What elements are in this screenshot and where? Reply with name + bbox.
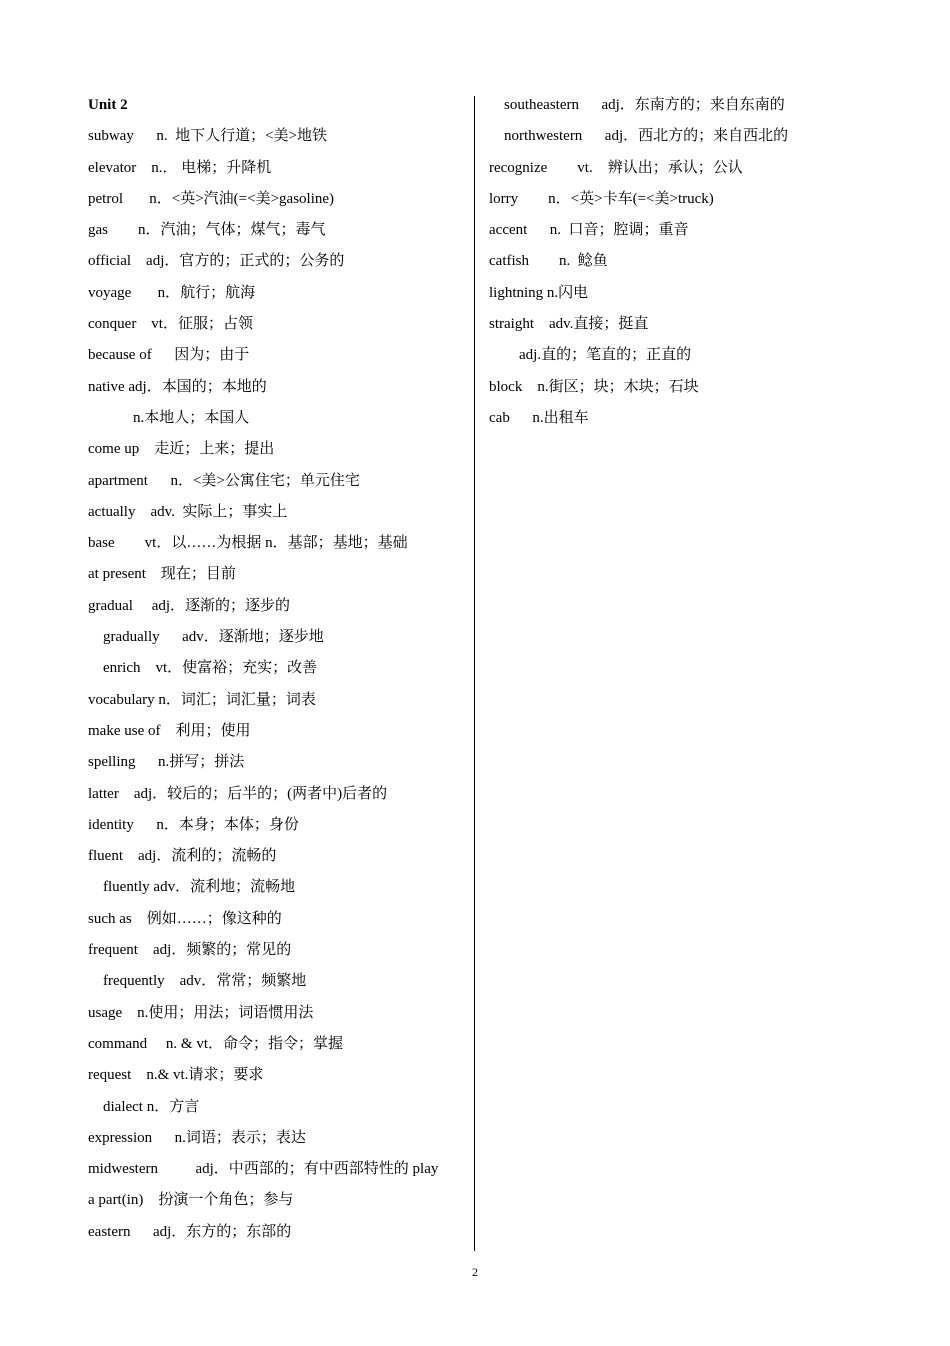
left-vocab-entry: come up 走近；上来；提出 [88,441,275,458]
left-vocab-entry: spelling n.拼写；拼法 [88,754,245,771]
page-number: 2 [472,1265,478,1279]
left-vocab-entry: command n. & vt．命令；指令；掌握 [88,1035,343,1052]
left-vocab-entry: conquer vt．征服；占领 [88,316,253,333]
left-vocab-entry: base vt．以……为根据 n．基部；基地；基础 [88,535,408,552]
right-vocab-entry: accent n. 口音；腔调；重音 [489,222,689,239]
left-vocab-entry: gradual adj．逐渐的；逐步的 [88,597,291,614]
left-vocab-entry: usage n.使用；用法；词语惯用法 [88,1004,314,1021]
left-vocab-entry: official adj．官方的；正式的；公务的 [88,253,345,270]
left-vocab-entry: elevator n.． 电梯；升降机 [88,159,272,176]
left-vocab-entry: such as 例如……；像这种的 [88,910,282,927]
left-vocab-entry: actually adv. 实际上；事实上 [88,503,288,520]
left-vocab-entry: latter adj．较后的；后半的；(两者中)后者的 [88,785,388,802]
right-vocab-entry: southeastern adj．东南方的；来自东南的 [489,97,785,113]
left-vocab-entry: subway n. 地下人行道；<美>地铁 [88,128,327,145]
left-vocab-entry: frequently adv．常常；频繁地 [88,973,307,990]
right-vocab-entry: catfish n. 鲶鱼 [489,253,608,270]
left-vocab-entry: fluently adv．流利地；流畅地 [88,879,296,896]
left-vocab-entry: enrich vt．使富裕；充实；改善 [88,660,318,677]
left-vocab-entry: n.本地人；本国人 [88,409,250,426]
left-vocab-entry: make use of 利用；使用 [88,722,251,739]
right-vocab-entry: lightning n.闪电 [489,284,589,301]
unit-heading: Unit 2 [88,97,128,113]
left-vocab-entry: apartment n．<美>公寓住宅；单元住宅 [88,472,360,489]
left-vocab-entry: request n.& vt.请求；要求 [88,1067,264,1084]
left-vocab-entry: fluent adj．流利的；流畅的 [88,848,277,865]
right-vocab-entry: cab n.出租车 [489,409,589,426]
left-vocab-entry: midwestern adj．中西部的；有中西部特性的 play [88,1161,439,1178]
left-vocab-entry: gradually adv．逐渐地；逐步地 [88,629,324,646]
left-vocab-entry: dialect n．方言 [88,1098,200,1115]
right-column [489,92,889,436]
left-vocab-entry: at present 现在；目前 [88,566,236,583]
left-vocab-entry: native adj．本国的；本地的 [88,378,267,395]
left-column [88,92,470,1250]
left-vocab-entry: gas n．汽油；气体；煤气；毒气 [88,222,326,239]
column-divider [474,96,475,1251]
right-vocab-entry: lorry n．<英>卡车(=<美>truck) [489,190,714,207]
left-vocab-entry: petrol n．<英>汽油(=<美>gasoline) [88,190,335,207]
right-vocab-entry: recognize vt. 辨认出；承认；公认 [489,159,743,176]
left-vocab-entry: expression n.词语；表示；表达 [88,1129,306,1146]
left-vocab-entry: identity n．本身；本体；身份 [88,816,299,833]
left-vocab-entry: voyage n．航行；航海 [88,284,256,301]
left-vocab-entry: frequent adj．频繁的；常见的 [88,942,292,959]
right-vocab-entry: straight adv.直接；挺直 [489,316,649,333]
left-vocab-entry: vocabulary n．词汇；词汇量；词表 [88,691,316,708]
left-vocab-entry: a part(in) 扮演一个角色；参与 [88,1192,294,1209]
right-vocab-entry: adj.直的；笔直的；正直的 [489,347,692,364]
right-vocab-entry: block n.街区；块；木块；石块 [489,378,699,395]
left-vocab-entry: eastern adj．东方的；东部的 [88,1223,292,1240]
left-vocab-entry: because of 因为；由于 [88,347,250,364]
right-vocab-entry: northwestern adj．西北方的；来自西北的 [489,128,789,145]
